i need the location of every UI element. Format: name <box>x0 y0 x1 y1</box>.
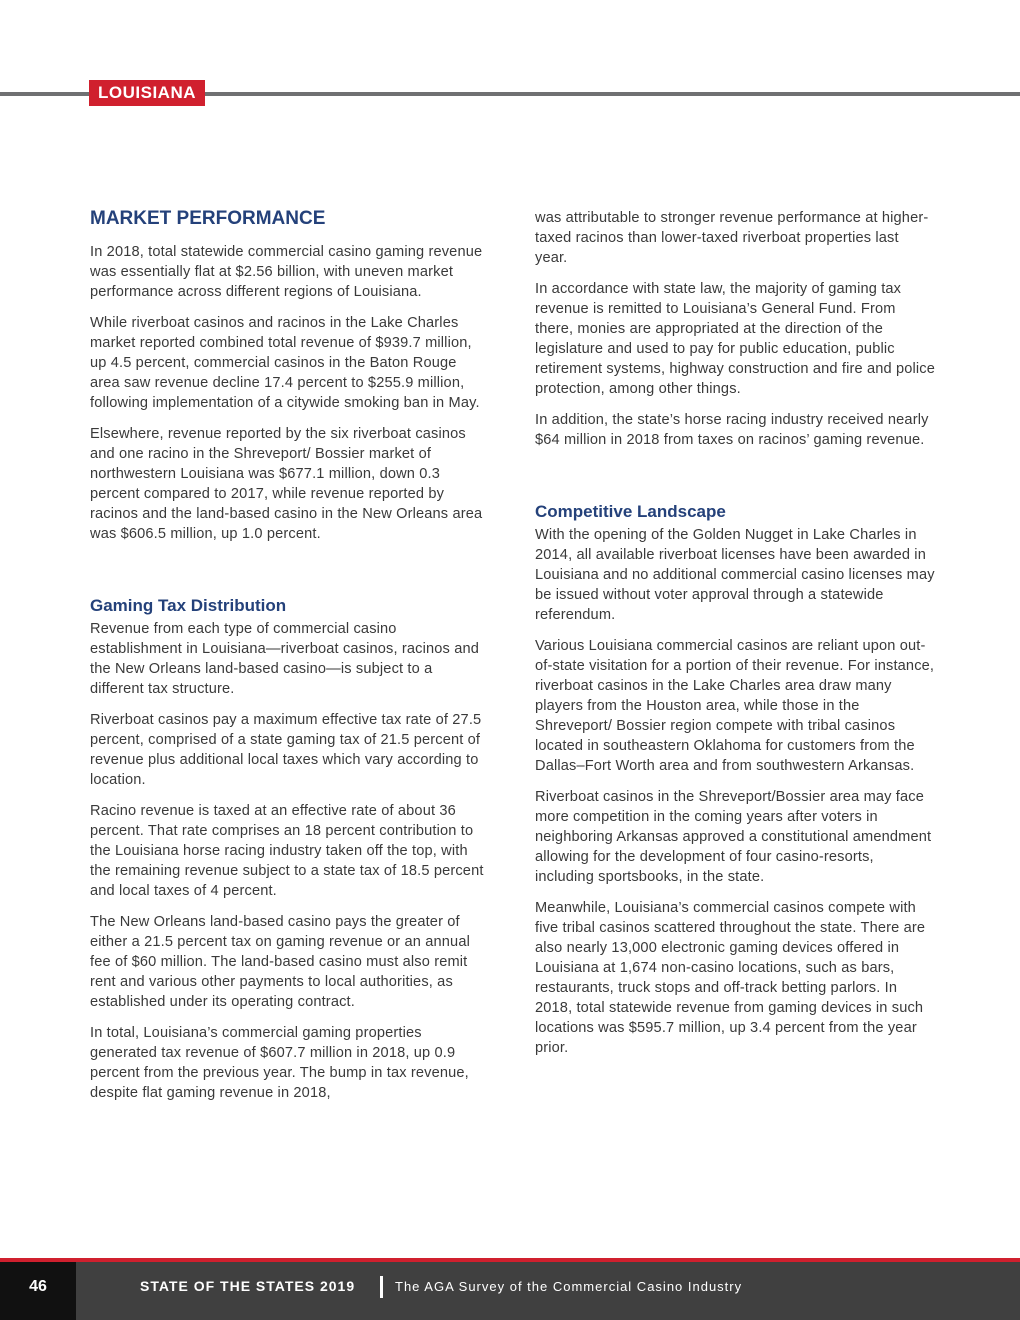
competitive-landscape-heading: Competitive Landscape <box>535 502 726 521</box>
paragraph: Revenue from each type of commercial casino establishment in Louisiana—riverboat casinos, racinos and the New Orleans land-based casino—is subject to a different tax structure. <box>90 621 480 697</box>
footer-divider <box>380 1276 383 1298</box>
page-number: 46 <box>0 1262 76 1320</box>
paragraph: Elsewhere, revenue reported by the six riverboat casinos and one racino in the Shreveport/ Bossier market of northwestern Louisiana was $677.1 million, down 0.3 percent compared to 2017, while revenue reported by racinos and the land-based casino in the New Orleans area was $606.5 million, up 1.0 percent. <box>90 426 483 542</box>
paragraph: was attributable to stronger revenue performance at higher-taxed racinos than lower-taxed riverboat properties last year. <box>535 210 929 266</box>
paragraph: Riverboat casinos pay a maximum effective tax rate of 27.5 percent, comprised of a state gaming tax of 21.5 percent of revenue plus additional local taxes which vary according to location. <box>90 712 482 788</box>
paragraph: In total, Louisiana’s commercial gaming properties generated tax revenue of $607.7 million in 2018, up 0.9 percent from the previous year. The bump in tax revenue, despite flat gaming revenue in 2018, <box>90 1025 469 1101</box>
paragraph: Riverboat casinos in the Shreveport/Bossier area may face more competition in the coming years after voters in neighboring Arkansas approved a constitutional amendment allowing for the development of four casino-resorts, including sportsbooks, in the state. <box>535 789 932 885</box>
market-performance-heading: MARKET PERFORMANCE <box>90 208 326 229</box>
gaming-tax-heading: Gaming Tax Distribution <box>90 596 287 615</box>
right-column <box>535 208 935 1069</box>
state-tab: LOUISIANA <box>89 80 205 106</box>
footer <box>0 1262 1020 1320</box>
paragraph: In accordance with state law, the majority of gaming tax revenue is remitted to Louisiana’s General Fund. From there, monies are appropriated at the direction of the legislature and used to pay for public education, public retirement systems, highway construction and fire and police protection, among other things. <box>535 281 935 397</box>
paragraph: With the opening of the Golden Nugget in Lake Charles in 2014, all available riverboat licenses have been awarded in Louisiana and no additional commercial casino licenses may be issued without voter approval through a statewide referendum. <box>535 527 935 623</box>
left-column <box>90 206 490 1114</box>
publication-title: STATE OF THE STATES 2019 <box>140 1278 356 1294</box>
paragraph: Various Louisiana commercial casinos are reliant upon out-of-state visitation for a portion of their revenue. For instance, riverboat casinos in the Lake Charles area draw many players from the Houston area, while those in the Shreveport/ Bossier region compete with tribal casinos located in southeastern Oklahoma for customers from the Dallas–Fort Worth area and from southwestern Arkansas. <box>535 638 935 774</box>
paragraph: Racino revenue is taxed at an effective rate of about 36 percent. That rate comprises an 18 percent contribution to the Louisiana horse racing industry taken off the top, with the remaining revenue subject to a state tax of 18.5 percent and local taxes of 4 percent. <box>90 803 484 899</box>
publication-subtitle: The AGA Survey of the Commercial Casino Industry <box>395 1279 743 1294</box>
paragraph: In addition, the state’s horse racing industry received nearly $64 million in 2018 from taxes on racinos’ gaming revenue. <box>535 412 929 448</box>
paragraph: In 2018, total statewide commercial casino gaming revenue was essentially flat at $2.56 billion, with uneven market performance across different regions of Louisiana. <box>90 244 483 300</box>
paragraph: Meanwhile, Louisiana’s commercial casinos compete with five tribal casinos scattered throughout the state. There are also nearly 13,000 electronic gaming devices offered in Louisiana at 1,674 non-casino locations, such as bars, restaurants, truck stops and off-track betting parlors. In 2018, total statewide revenue from gaming devices in such locations was $595.7 million, up 3.4 percent from the year prior. <box>535 900 926 1056</box>
paragraph: While riverboat casinos and racinos in the Lake Charles market reported combined total revenue of $939.7 million, up 4.5 percent, commercial casinos in the Baton Rouge area saw revenue decline 17.4 percent to $255.9 million, following implementation of a citywide smoking ban in May. <box>90 315 480 411</box>
paragraph: The New Orleans land-based casino pays the greater of either a 21.5 percent tax on gaming revenue or an annual fee of $60 million. The land-based casino must also remit rent and various other payments to local authorities, as established under its operating contract. <box>90 914 470 1010</box>
